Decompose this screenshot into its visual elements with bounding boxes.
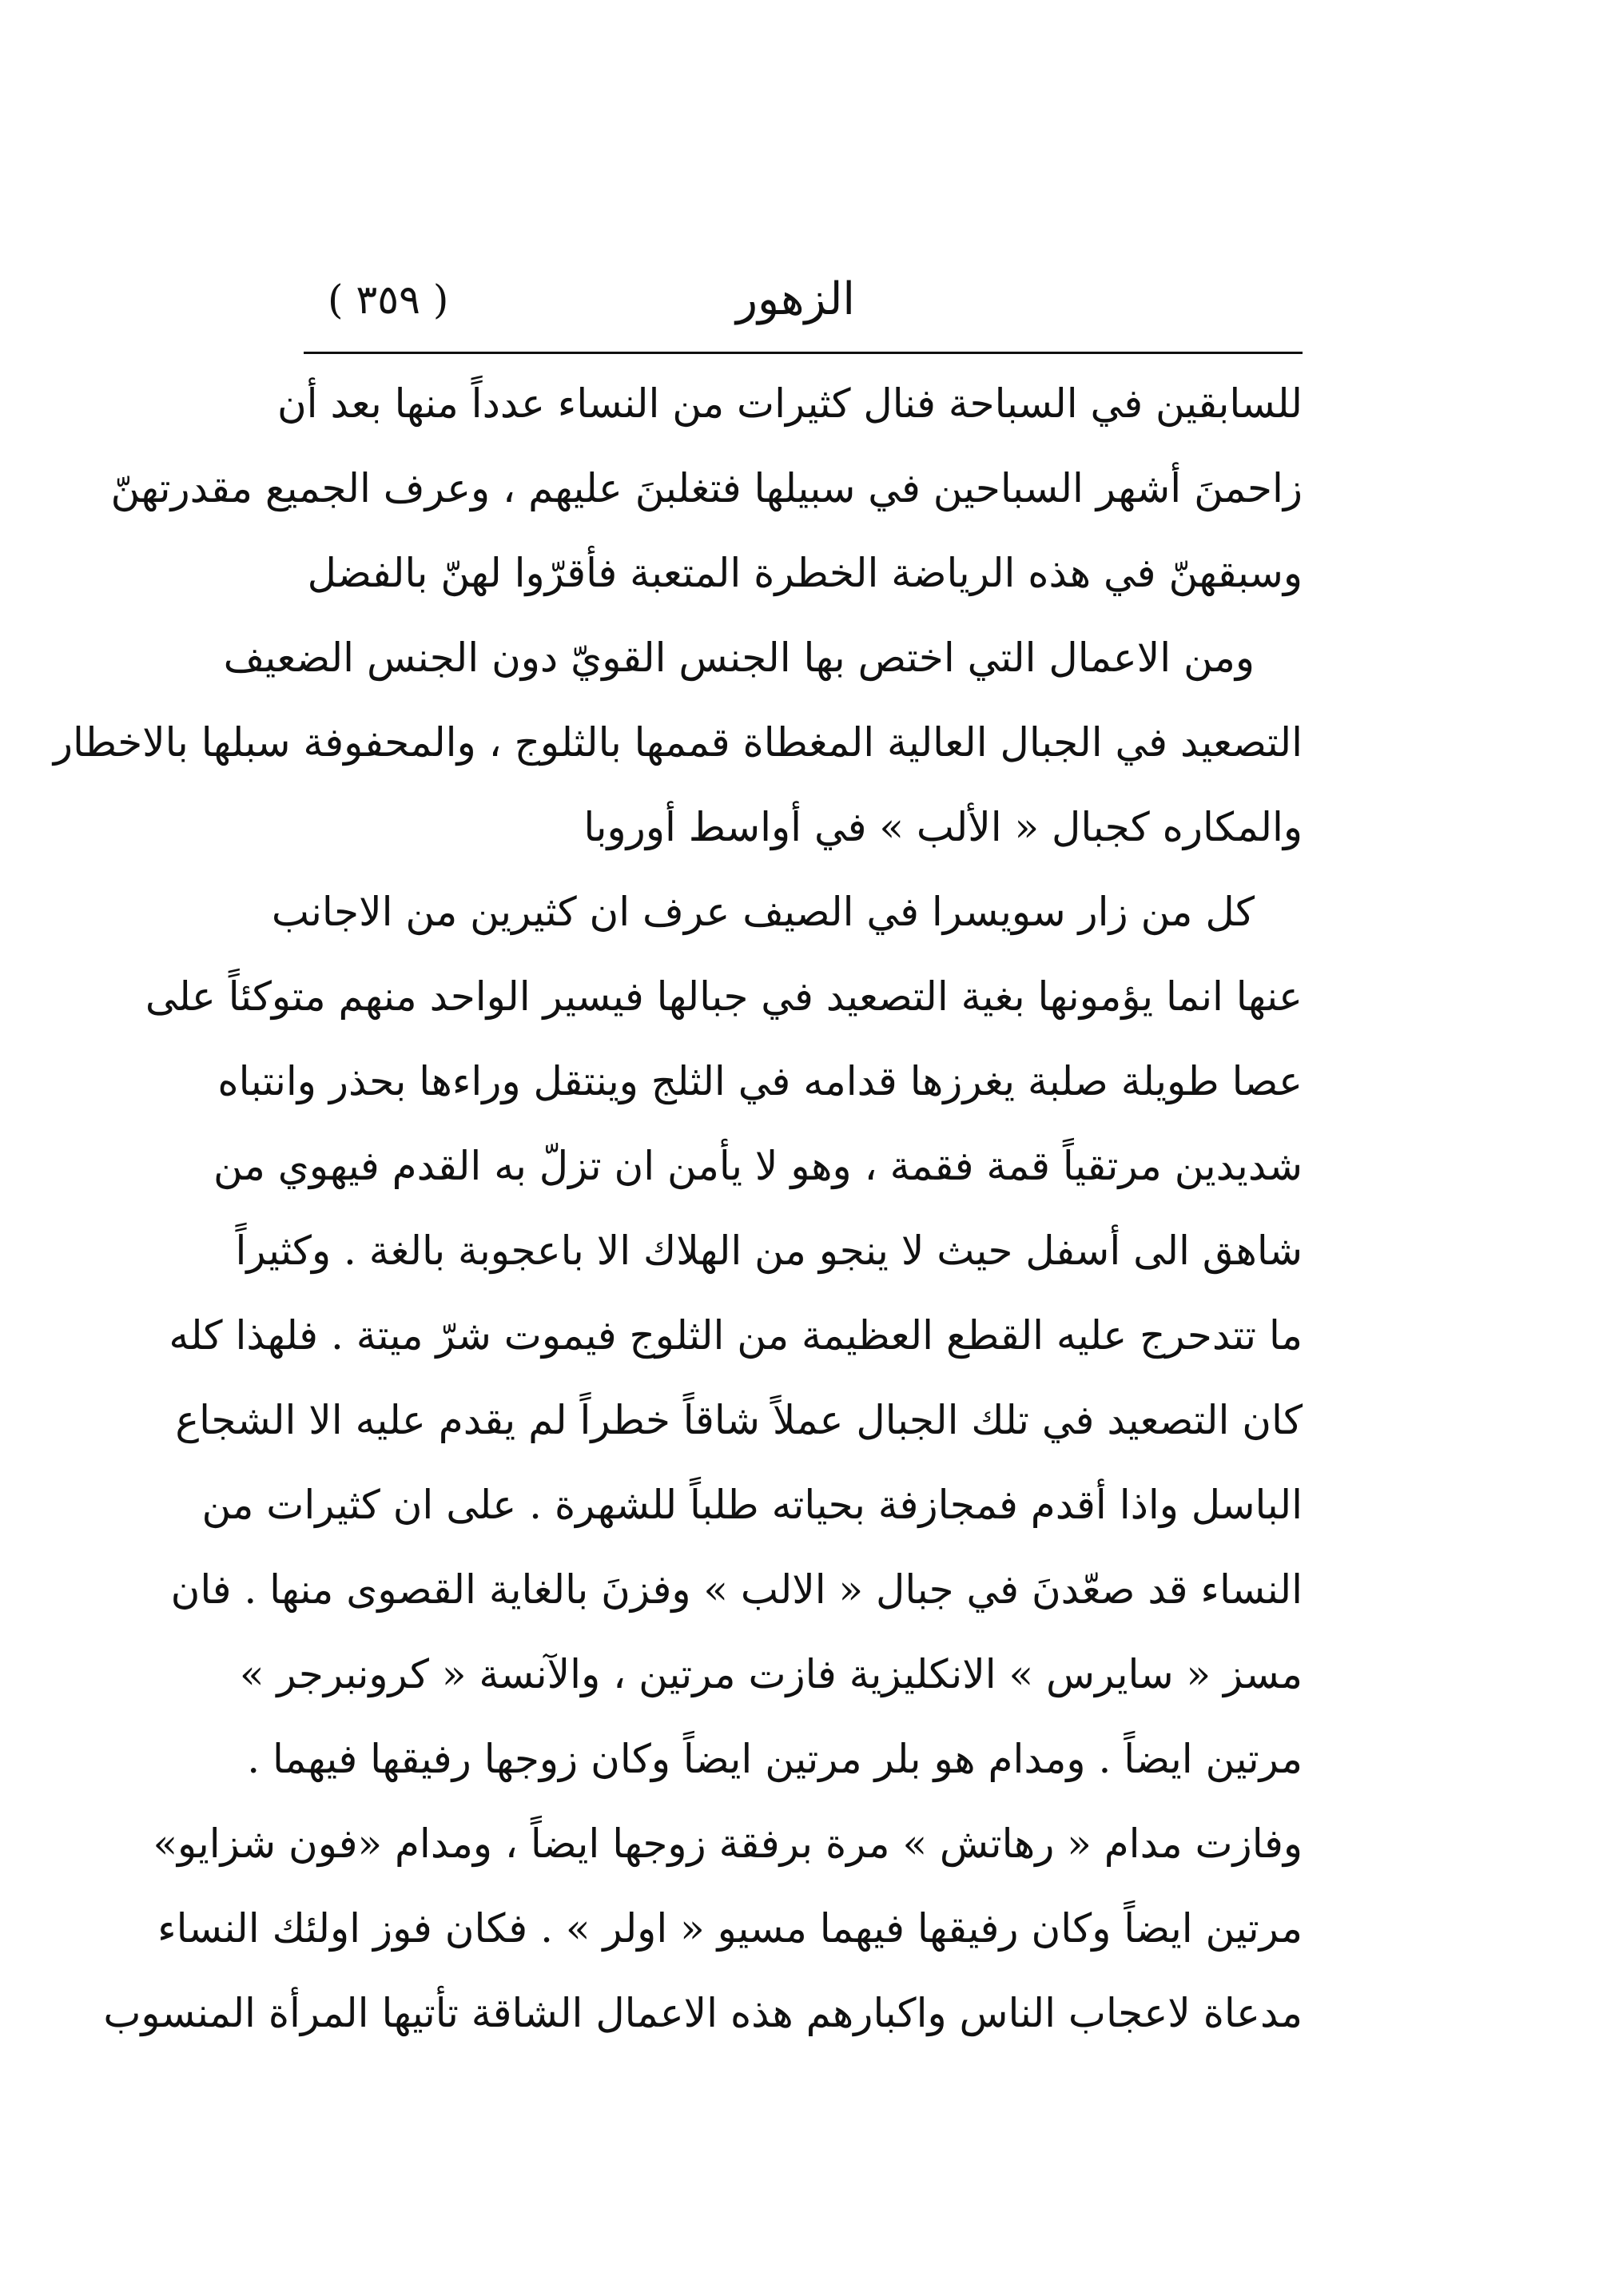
text-line: وسبقهنّ في هذه الرياضة الخطرة المتعبة فأقرّوا لهنّ بالفضل xyxy=(307,550,1303,596)
text-line: ما تتدحرج عليه القطع العظيمة من الثلوج فيموت شرّ ميتة . فلهذا كله xyxy=(169,1312,1303,1359)
text-line: مدعاة لاعجاب الناس واكبارهم هذه الاعمال الشاقة تأتيها المرأة المنسوب xyxy=(103,1990,1303,2036)
text-line: النساء قد صعّدنَ في جبال « الالب » وفزنَ بالغاية القصوى منها . فان xyxy=(170,1566,1303,1613)
text-line: شديدين مرتقياً قمة فقمة ، وهو لا يأمن ان تزلّ به القدم فيهوي من xyxy=(213,1143,1303,1189)
paragraph xyxy=(103,869,1303,2055)
text-line: الباسل واذا أقدم فمجازفة بحياته طلباً للشهرة . على ان كثيرات من xyxy=(201,1482,1303,1528)
text-line: زاحمنَ أشهر السباحين في سبيلها فتغلبنَ عليهم ، وعرف الجميع مقدرتهنّ xyxy=(110,465,1303,511)
text-line: ومن الاعمال التي اختص بها الجنس القويّ دون الجنس الضعيف xyxy=(223,635,1255,681)
body-text xyxy=(53,361,1303,2055)
text-line: مرتين ايضاً وكان رفيقها فيهما مسيو « اولر » . فكان فوز اولئك النساء xyxy=(157,1905,1303,1952)
page-header xyxy=(304,264,1303,352)
paragraph xyxy=(110,361,1303,615)
text-line: للسابقين في السباحة فنال كثيرات من النساء عدداً منها بعد أن xyxy=(276,380,1303,427)
text-line: مرتين ايضاً . ومدام هو بلر مرتين ايضاً وكان زوجها رفيقها فيهما . xyxy=(247,1736,1303,1782)
text-line: كل من زار سويسرا في الصيف عرف ان كثيرين من الاجانب xyxy=(271,889,1255,935)
header-rule xyxy=(304,352,1303,354)
text-line: عصا طويلة صلبة يغرزها قدامه في الثلج وينتقل وراءها بحذر وانتباه xyxy=(217,1058,1303,1104)
text-line: وفازت مدام « رهاتش » مرة برفقة زوجها ايضاً ، ومدام «فون شزايو» xyxy=(153,1820,1303,1867)
paragraph xyxy=(53,615,1303,869)
text-line: عنها انما يؤمونها بغية التصعيد في جبالها فيسير الواحد منهم متوكئاً على xyxy=(145,973,1303,1020)
text-line: كان التصعيد في تلك الجبال عملاً شاقاً خطراً لم يقدم عليه الا الشجاع xyxy=(175,1397,1303,1443)
running-title: الزهور xyxy=(735,273,855,325)
text-line: التصعيد في الجبال العالية المغطاة قممها بالثلوج ، والمحفوفة سبلها بالاخطار xyxy=(53,719,1303,766)
text-line: شاهق الى أسفل حيث لا ينجو من الهلاك الا باعجوبة بالغة . وكثيراً xyxy=(235,1228,1303,1274)
text-line: مسز « سايرس » الانكليزية فازت مرتين ، والآنسة « كرونبرجر » xyxy=(239,1651,1303,1697)
page-number: ( ٣٥٩ ) xyxy=(328,277,449,323)
text-line: والمكاره كجبال « الألب » في أواسط أوروبا xyxy=(583,804,1303,850)
